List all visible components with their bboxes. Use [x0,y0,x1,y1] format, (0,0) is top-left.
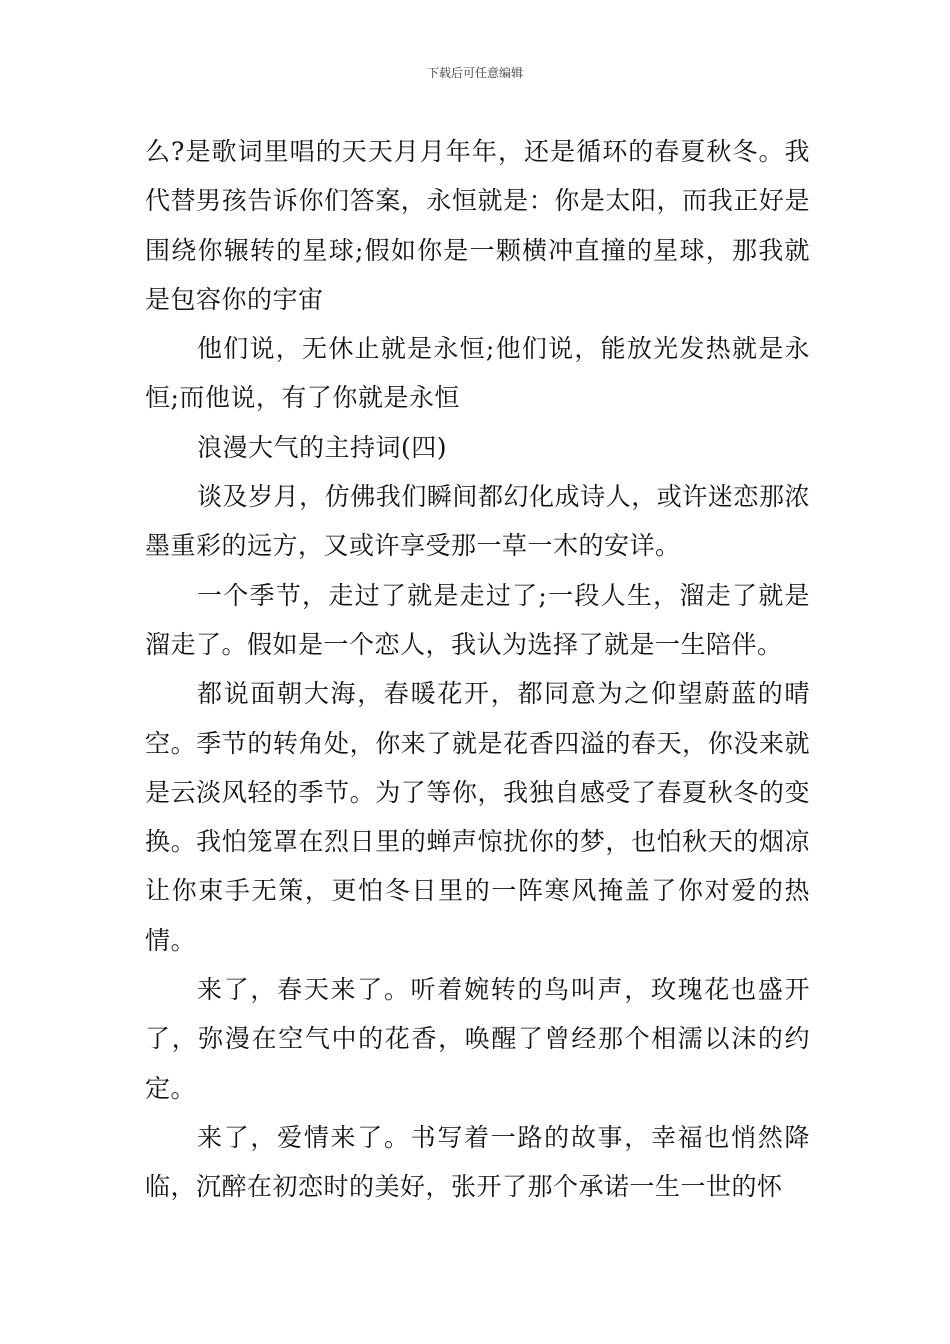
paragraph: 来了，春天来了。听着婉转的鸟叫声，玫瑰花也盛开了，弥漫在空气中的花香，唤醒了曾经那个相濡以沫的约定。 [145,975,810,1103]
paragraph: 一个季节，走过了就是走过了;一段人生，溜走了就是溜走了。假如是一个恋人，我认为选择了就是一生陪伴。 [145,580,810,659]
paragraph: 都说面朝大海，春暖花开，都同意为之仰望蔚蓝的晴空。季节的转角处，你来了就是花香四溢的春天，你没来就是云淡风轻的季节。为了等你，我独自感受了春夏秋冬的变换。我怕笼罩在烈日里的蝉声惊扰你的梦，也怕秋天的烟凉让你束手无策，更怕冬日里的一阵寒风掩盖了你对爱的热情。 [145,679,810,955]
paragraph-continuation: 么?是歌词里唱的天天月月年年，还是循环的春夏秋冬。我代替男孩告诉你们答案，永恒就是：你是太阳，而我正好是围绕你辗转的星球;假如你是一颗横冲直撞的星球，那我就是包容你的宇宙 [145,137,810,314]
section-heading: 浪漫大气的主持词(四) [197,432,448,462]
document-body [145,127,810,1212]
paragraph: 谈及岁月，仿佛我们瞬间都幻化成诗人，或许迷恋那浓墨重彩的远方，又或许享受那一草一木的安详。 [145,482,810,561]
page-header: 下载后可任意编辑 [426,66,523,80]
paragraph: 来了，爱情来了。书写着一路的故事，幸福也悄然降临，沉醉在初恋时的美好，张开了那个承诺一生一世的怀 [145,1122,810,1202]
paragraph: 他们说，无休止就是永恒;他们说，能放光发热就是永恒;而他说，有了你就是永恒 [145,334,810,413]
